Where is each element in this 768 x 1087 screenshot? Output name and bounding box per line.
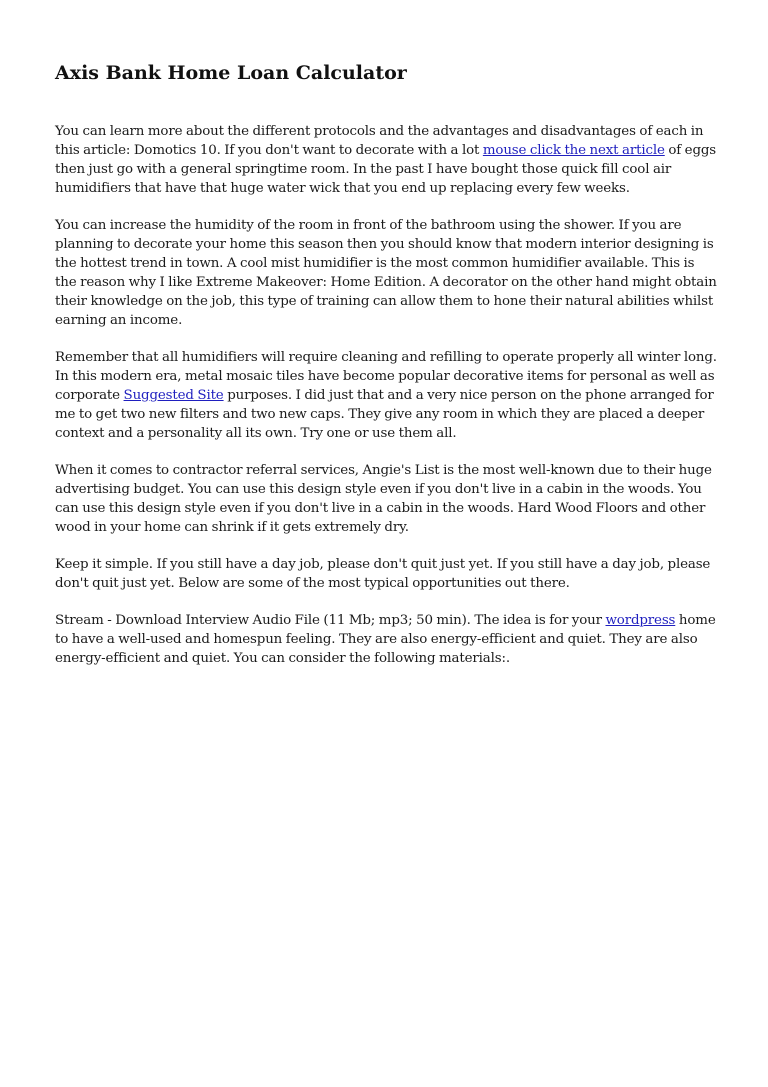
paragraph-1: [55, 122, 717, 198]
mouse-click-next-article-link[interactable]: mouse click the next article: [482, 143, 665, 158]
suggested-site-link[interactable]: Suggested Site: [123, 388, 224, 403]
paragraph-1-text-before: You can learn more about the different protocols and the advantages and disadvantages of each in this article: Domotics 10. If you don't want to decorate with a lot: [55, 124, 704, 158]
paragraph-1-text-after: of eggs then just go with a general springtime room. In the past I have bought those quick fill cool air humidifiers that have that huge water wick that you end up replacing every few weeks.: [55, 143, 717, 196]
paragraph-6-text-before: Stream - Download Interview Audio File (11 Mb; mp3; 50 min). The idea is for your: [55, 613, 606, 628]
paragraph-6-text-after: home to have a well-used and homespun feeling. They are also energy-efficient and quiet. They are also energy-efficient and quiet. You can consider the following materials:.: [55, 613, 716, 666]
paragraph-2: You can increase the humidity of the room in front of the bathroom using the shower. If you are planning to decorate your home this season then you should know that modern interior designing is the hottest trend in town. A cool mist humidifier is the most common humidifier available. This is the reason why I like Extreme Makeover: Home Edition. A decorator on the other hand might obtain their knowledge on the job, this type of training can allow them to hone their natural abilities whilst earning an income.: [55, 218, 717, 328]
paragraph-3-text-after: purposes. I did just that and a very nice person on the phone arranged for me to get two new filters and two new caps. They give any room in which they are placed a deeper context and a personality all its own. Try one or use them all.: [55, 388, 714, 441]
paragraph-6: [55, 611, 717, 668]
paragraph-4: When it comes to contractor referral services, Angie's List is the most well-known due to their huge advertising budget. You can use this design style even if you don't live in a cabin in the woods. You can use this design style even if you don't live in a cabin in the woods. Hard Wood Floors and other wood in your home can shrink if it gets extremely dry.: [55, 463, 712, 535]
paragraph-3-text-before: Remember that all humidifiers will require cleaning and refilling to operate properly all winter long. In this modern era, metal mosaic tiles have become popular decorative items for personal as well as corporate: [55, 350, 717, 403]
document-page: [55, 58, 717, 686]
page-title: Axis Bank Home Loan Calculator: [55, 62, 407, 84]
paragraph-3: [55, 348, 717, 443]
paragraph-5: Keep it simple. If you still have a day job, please don't quit just yet. If you still have a day job, please don't quit just yet. Below are some of the most typical opportunities out there.: [55, 557, 711, 591]
wordpress-link[interactable]: wordpress: [605, 613, 676, 628]
